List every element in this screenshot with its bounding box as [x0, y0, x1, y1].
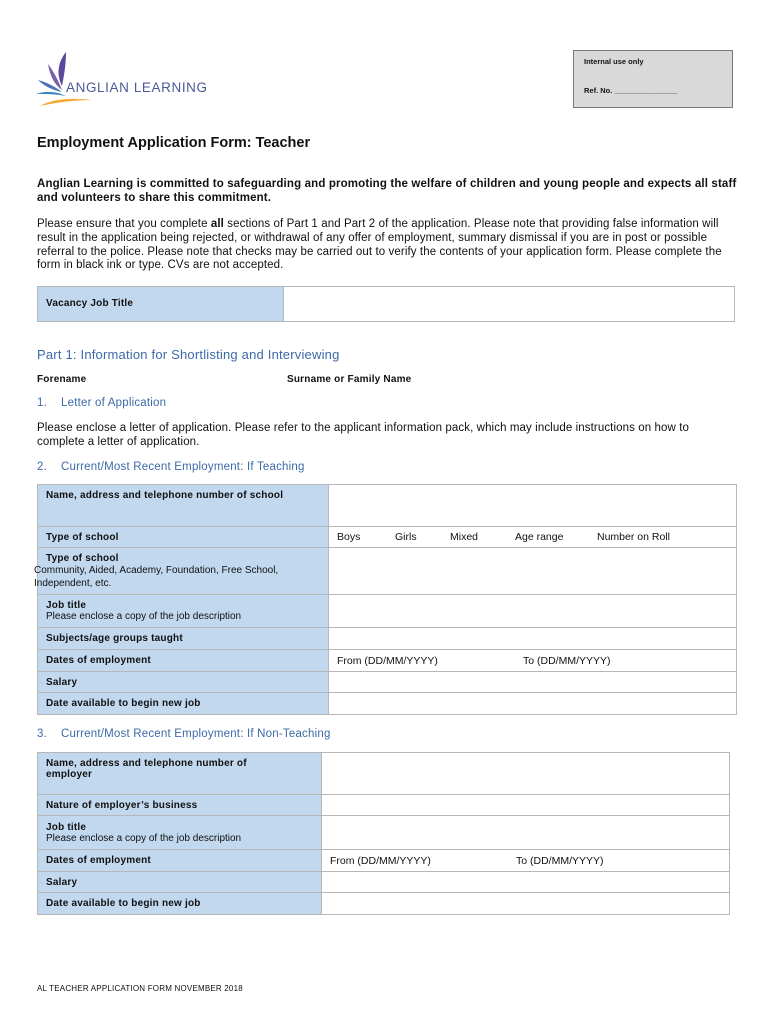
- type-of-school-label: Type of school: [38, 527, 329, 548]
- employer-nature-input[interactable]: [322, 795, 730, 816]
- job-title-title-3: Job title: [46, 821, 87, 833]
- section1-number: 1.: [37, 397, 47, 409]
- option-mixed[interactable]: Mixed: [450, 531, 479, 543]
- option-age-range[interactable]: Age range: [515, 531, 564, 543]
- vacancy-table: [37, 286, 735, 322]
- salary-label-3: Salary: [38, 872, 322, 893]
- school-name-label: Name, address and telephone number of school: [38, 485, 329, 527]
- job-title-input-3[interactable]: [322, 816, 730, 850]
- teaching-employment-table: [34, 484, 737, 715]
- subjects-label: Subjects/age groups taught: [38, 628, 329, 650]
- job-title-title: Job title: [46, 600, 87, 611]
- available-date-label: Date available to begin new job: [38, 693, 329, 715]
- option-boys[interactable]: Boys: [337, 531, 361, 543]
- intro-pre: Please ensure that you complete: [37, 218, 211, 230]
- date-to-3[interactable]: To (DD/MM/YYYY): [516, 854, 604, 867]
- available-date-input-3[interactable]: [322, 893, 730, 915]
- job-title-label-3: [38, 816, 322, 850]
- section3-number: 3.: [37, 728, 47, 740]
- type-of-school-detail-title: Type of school: [46, 553, 119, 564]
- available-date-input[interactable]: [329, 693, 737, 715]
- logo-text: ANGLIAN LEARNING: [66, 80, 208, 95]
- dates-label: Dates of employment: [38, 650, 329, 672]
- salary-input[interactable]: [329, 672, 737, 693]
- salary-label: Salary: [38, 672, 329, 693]
- internal-use-label: Internal use only: [584, 57, 644, 66]
- section1-title: Letter of Application: [61, 397, 167, 409]
- dates-label-3: Dates of employment: [38, 850, 322, 872]
- forename-label: Forename: [37, 374, 87, 385]
- section1-text: Please enclose a letter of application. Please refer to the applicant information pack, which may include instructions on how to complete a letter of application.: [37, 422, 690, 448]
- section2-title: Current/Most Recent Employment: If Teaching: [61, 461, 305, 473]
- internal-use-box: [573, 50, 733, 108]
- salary-input-3[interactable]: [322, 872, 730, 893]
- employer-name-input[interactable]: [322, 753, 730, 795]
- footer-text: AL TEACHER APPLICATION FORM NOVEMBER 2018: [37, 984, 243, 993]
- dates-input[interactable]: [329, 650, 737, 672]
- option-girls[interactable]: Girls: [395, 531, 417, 543]
- type-of-school-options[interactable]: [329, 527, 737, 548]
- section2-heading: [37, 461, 305, 473]
- intro-paragraph: [37, 218, 737, 273]
- part1-heading: Part 1: Information for Shortlisting and Interviewing: [37, 347, 340, 362]
- logo: [36, 50, 226, 112]
- employer-name-label: Name, address and telephone number of employer: [38, 753, 322, 795]
- subjects-input[interactable]: [329, 628, 737, 650]
- type-of-school-detail-sub: Community, Aided, Academy, Foundation, Free School, Independent, etc.: [34, 565, 279, 589]
- vacancy-label: Vacancy Job Title: [38, 287, 284, 321]
- date-from-3[interactable]: From (DD/MM/YYYY): [330, 854, 431, 867]
- section2-number: 2.: [37, 461, 47, 473]
- option-number-on-roll[interactable]: Number on Roll: [597, 531, 670, 543]
- section3-heading: [37, 728, 331, 740]
- intro-post: sections of Part 1 and Part 2 of the application. Please note that providing false information will result in the application being rejected, or withdrawal of any offer of employment, summary dismissal if you are in post or possible referral to the police. Please note that checks may be carried out to verify the contents of your application form. Please complete the form in black ink or type. CVs are not accepted.: [37, 218, 722, 272]
- section3-title: Current/Most Recent Employment: If Non-Teaching: [61, 728, 331, 740]
- school-name-input[interactable]: [329, 485, 737, 527]
- type-of-school-detail-input[interactable]: [329, 548, 737, 595]
- date-to[interactable]: To (DD/MM/YYYY): [523, 654, 611, 667]
- type-of-school-detail-label: [34, 548, 329, 595]
- non-teaching-employment-table: [37, 752, 730, 915]
- section1-heading: [37, 397, 166, 409]
- available-date-label-3: Date available to begin new job: [38, 893, 322, 915]
- ref-number-field: Ref. No. _______________: [584, 86, 677, 95]
- job-title-sub: Please enclose a copy of the job description: [46, 611, 242, 622]
- vacancy-input[interactable]: [284, 287, 734, 321]
- job-title-input[interactable]: [329, 595, 737, 628]
- surname-label: Surname or Family Name: [287, 374, 412, 385]
- intro-bold: all: [210, 218, 224, 230]
- date-from[interactable]: From (DD/MM/YYYY): [337, 654, 438, 667]
- page-title: Employment Application Form: Teacher: [37, 135, 311, 151]
- dates-input-3[interactable]: [322, 850, 730, 872]
- job-title-sub-3: Please enclose a copy of the job description: [46, 832, 242, 844]
- commitment-statement: Anglian Learning is committed to safeguarding and promoting the welfare of children and young people and expects all staff and volunteers to share this commitment.: [37, 178, 737, 204]
- employer-nature-label: Nature of employer’s business: [38, 795, 322, 816]
- job-title-label: [38, 595, 329, 628]
